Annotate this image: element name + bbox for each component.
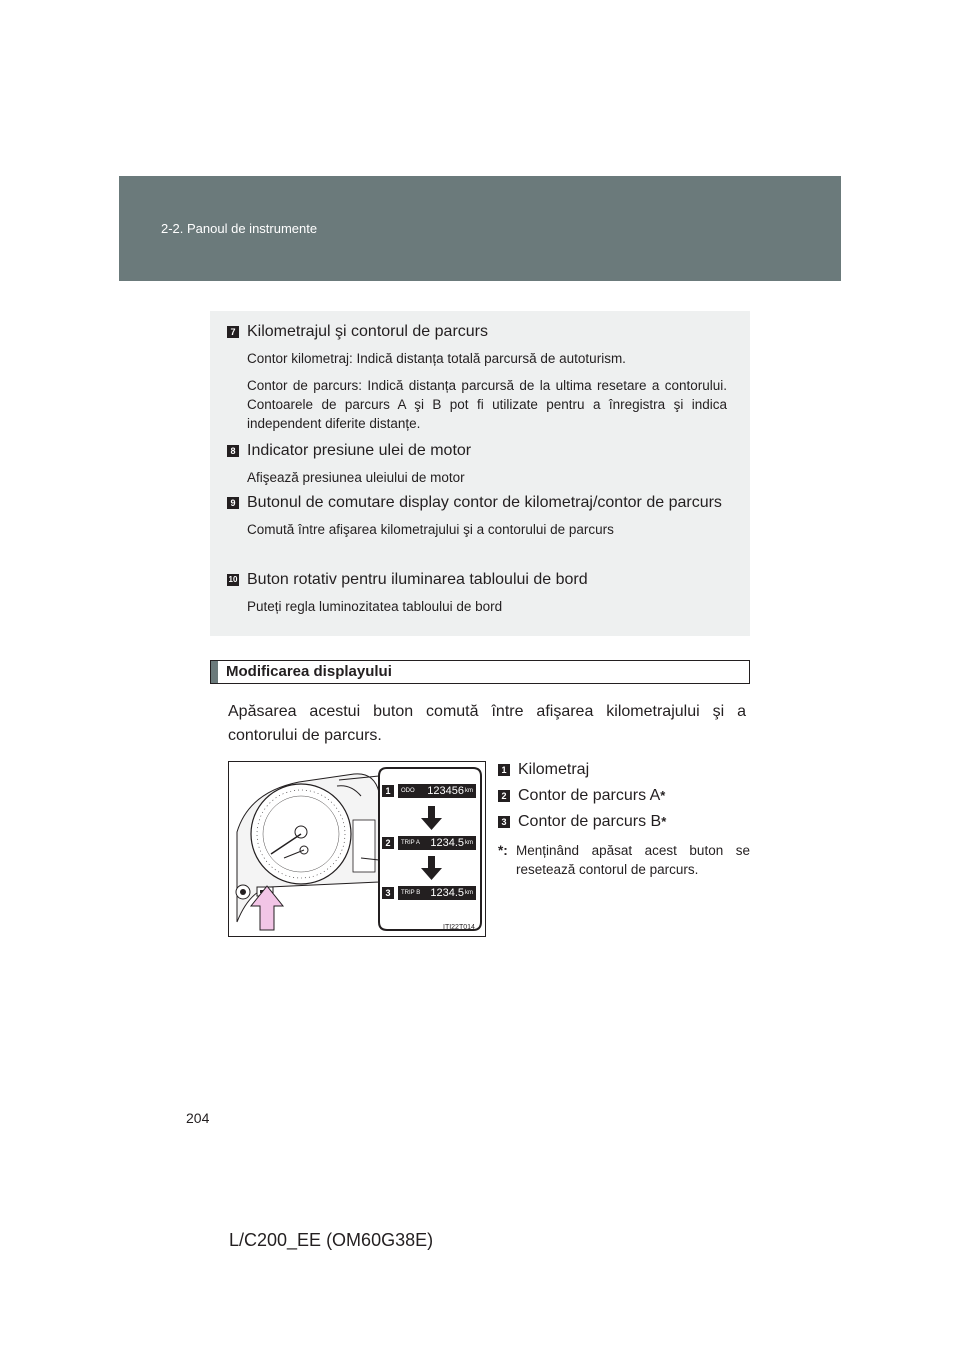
item-description: Puteți regla luminozitatea tabloului de bord	[247, 599, 503, 614]
items-info-box	[210, 311, 750, 636]
item-display-switch-button	[227, 492, 727, 547]
item-title: Butonul de comutare display contor de kilometraj/contor de parcurs	[247, 494, 722, 511]
item-number-badge: 9	[227, 497, 239, 509]
trip-a-readout	[398, 836, 476, 850]
item-title: Buton rotativ pentru iluminarea tabloului de bord	[247, 571, 588, 588]
display-unit: km	[465, 788, 473, 794]
display-value: 1234.5	[430, 837, 464, 849]
item-title: Kilometrajul şi contorul de parcurs	[247, 323, 488, 340]
display-row-trip-a	[382, 836, 476, 850]
subsection-header	[210, 660, 750, 684]
legend-label: Kilometraj	[518, 761, 590, 778]
display-mode: TRIP A	[401, 840, 420, 846]
page-number: 204	[186, 1110, 210, 1126]
odo-readout	[398, 784, 476, 798]
footnote-text: Menținând apăsat acest buton se resetează contorul de parcurs.	[516, 843, 750, 877]
section-header-band	[119, 176, 841, 281]
item-odometer-trip	[227, 321, 727, 441]
document-code: L/C200_EE (OM60G38E)	[229, 1230, 434, 1250]
subsection-paragraph: Apăsarea acestui buton comută între afişarea kilometrajului şi a contorului de parcurs.	[228, 703, 746, 744]
display-number-badge: 1	[382, 785, 394, 797]
legend-item-odometer	[498, 757, 750, 783]
legend-number-badge: 2	[498, 790, 510, 802]
legend-number-badge: 3	[498, 816, 510, 828]
figure-legend	[498, 757, 750, 879]
legend-item-trip-a: 2 Contor de parcurs A *	[498, 783, 750, 809]
display-unit: km	[465, 840, 473, 846]
item-oil-pressure	[227, 440, 727, 495]
display-mode: TRIP B	[401, 890, 421, 896]
display-number-badge: 2	[382, 837, 394, 849]
display-unit: km	[465, 890, 473, 896]
item-description: Contor de parcurs: Indică distanța parcursă de la ultima resetare a contorului. Contoarele de parcurs A şi B pot fi utilizate pentru a înregistra şi indica independent diferite distanțe.	[247, 378, 727, 431]
item-description: Afişează presiunea uleiului de motor	[247, 470, 465, 485]
item-illumination-knob	[227, 569, 727, 624]
item-description: Comută între afişarea kilometrajului şi a contorului de parcurs	[247, 522, 614, 537]
subsection-title: Modificarea displayului	[226, 663, 392, 680]
item-number-badge: 7	[227, 326, 239, 338]
display-row-odo	[382, 784, 476, 798]
instrument-cluster-figure	[228, 761, 486, 937]
display-value: 123456	[427, 785, 464, 797]
item-number-badge: 8	[227, 445, 239, 457]
display-value: 1234.5	[430, 887, 464, 899]
item-number-badge: 10	[228, 575, 238, 584]
display-row-trip-b	[382, 886, 476, 900]
item-description: Contor kilometraj: Indică distanța totală parcursă de autoturism.	[247, 351, 626, 366]
legend-number-badge: 1	[498, 764, 510, 776]
section-label: 2-2. Panoul de instrumente	[161, 221, 318, 236]
item-title: Indicator presiune ulei de motor	[247, 442, 472, 459]
display-mode: ODO	[401, 788, 415, 794]
subsection-accent-bar	[211, 661, 218, 683]
trip-b-readout	[398, 886, 476, 900]
display-number-badge: 3	[382, 887, 394, 899]
legend-label: Contor de parcurs B	[518, 813, 662, 830]
figure-code: ITI22T014	[443, 924, 475, 931]
legend-item-trip-b: 3 Contor de parcurs B *	[498, 809, 750, 835]
footnote-mark: *:	[498, 843, 508, 858]
footnote	[498, 841, 750, 879]
legend-label: Contor de parcurs A	[518, 787, 661, 804]
